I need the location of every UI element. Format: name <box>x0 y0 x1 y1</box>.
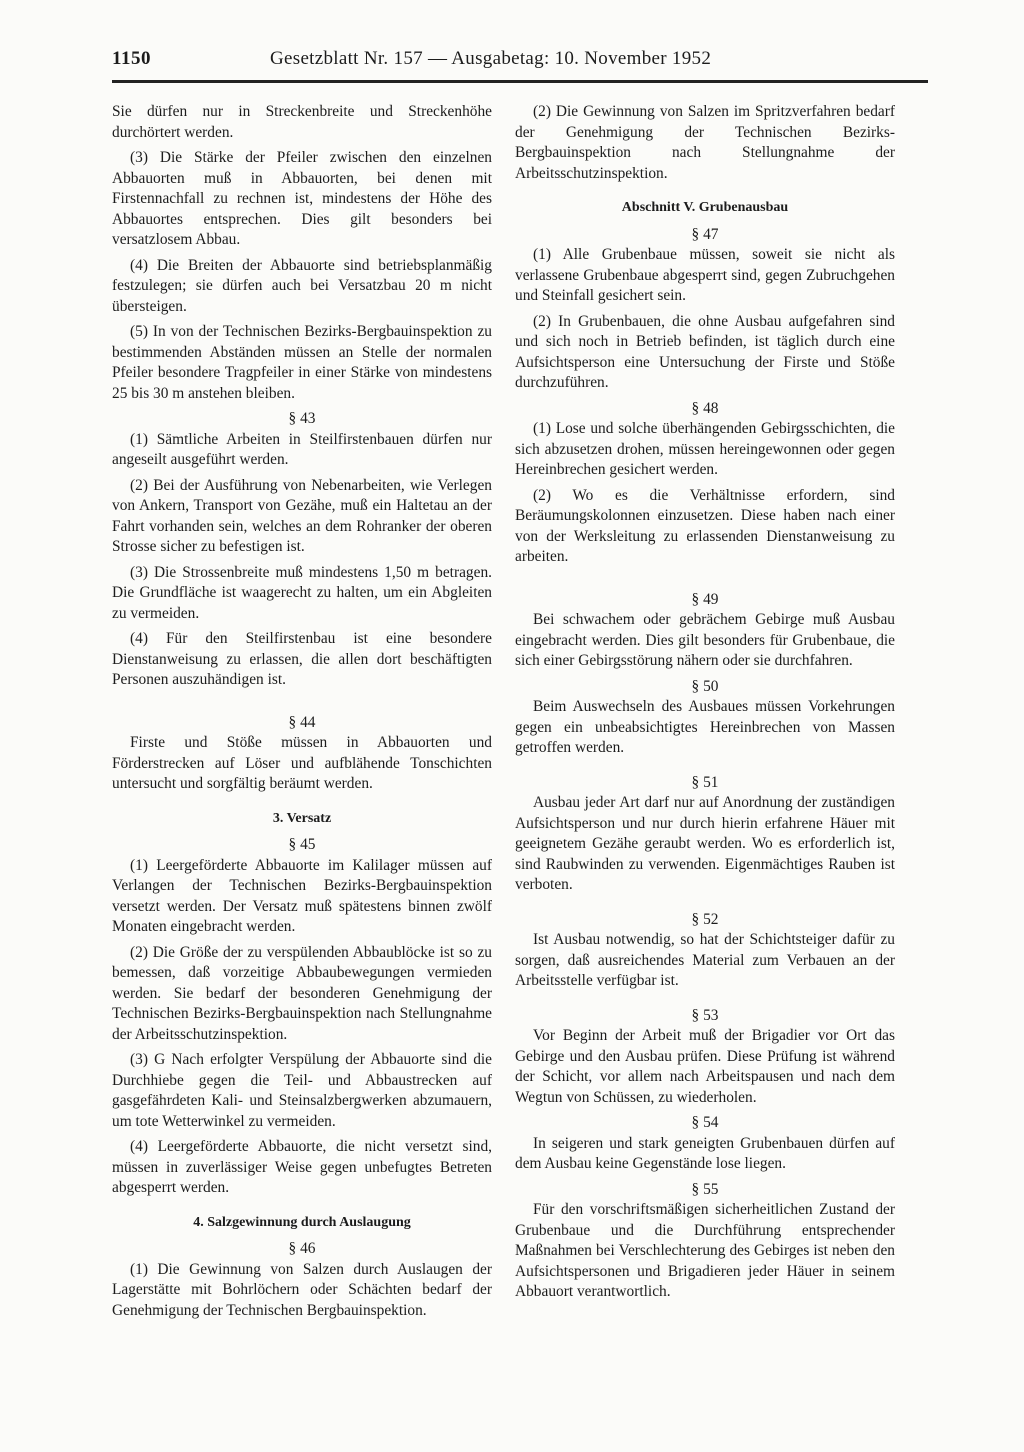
section-heading-45: § 45 <box>288 836 316 853</box>
paragraph: Sie dürfen nur in Streckenbreite und Streckenhöhe durchörtert werden. <box>112 103 492 141</box>
paragraph: (3) G Nach erfolgter Verspülung der Abbauorte sind die Durchhiebe gegen die Teil- und Abbaustrecken auf gasgefährdeten Kali- und Steinsalzbergwerken abzumauern, um tote Wetterwinkel zu vermeiden. <box>112 1051 492 1130</box>
section-heading-48: § 48 <box>691 399 719 417</box>
chapter-heading-grubenausbau: Abschnitt V. Grubenausbau <box>621 200 789 215</box>
running-title: Gesetzblatt Nr. 157 — Ausgabetag: 10. November 1952 <box>270 48 712 69</box>
paragraph: (1) Die Gewinnung von Salzen durch Auslaugen der Lagerstätte mit Bohrlöchern oder Schächten bedarf der Genehmigung der Technischen Bergbauinspektion. <box>112 1260 492 1319</box>
paragraph: (2) Die Größe der zu verspülenden Abbaublöcke ist so zu bemessen, daß vorzeitige Abbaubewegungen vermieden werden. Sie bedarf der besonderen Genehmigung der Technischen Bezirks-Bergbauinspektion nach Stellungnahme der Arbeitsschutzinspektion. <box>112 943 492 1043</box>
section-heading-55: § 55 <box>691 1180 719 1198</box>
paragraph: (1) Leergeförderte Abbauorte im Kalilager müssen auf Verlangen der Technischen Bezirks-Bergbauinspektion versetzt werden. Der Versatz muß spätestens binnen zwölf Monaten eingebracht werden. <box>112 856 492 935</box>
page-number: 1150 <box>112 48 151 69</box>
paragraph: (4) Leergeförderte Abbauorte, die nicht versetzt sind, müssen in zuverlässiger Weise gegen unbefugtes Betreten abgesperrt werden. <box>112 1138 492 1196</box>
paragraph: (1) Lose und solche überhängenden Gebirgsschichten, die sich abzusetzen drohen, müssen hereingewonnen oder gegen Hereinbrechen gesichert werden. <box>515 420 895 478</box>
right-column <box>515 102 895 1308</box>
paragraph: In seigeren und stark geneigten Grubenbauen dürfen auf dem Ausbau keine Gegenstände lose liegen. <box>515 1134 895 1172</box>
chapter-heading-versatz: 3. Versatz <box>272 810 332 826</box>
paragraph: Ausbau jeder Art darf nur auf Anordnung der zuständigen Aufsichtsperson und nur durch hierin erfahrene Häuer mit geeignetem Gezähe geraubt werden. Wo es erforderlich ist, sind Raubwinden zu verwenden. Eigenmächtiges Rauben ist verboten. <box>515 794 895 893</box>
section-heading-46: § 46 <box>288 1240 316 1257</box>
paragraph: (2) In Grubenbauen, die ohne Ausbau aufgefahren sind und sich noch in Betrieb befinden, ist täglich durch eine Aufsichtsperson eine Untersuchung der Firste und Stöße durchzuführen. <box>515 312 895 391</box>
section-heading-50: § 50 <box>691 677 719 695</box>
paragraph: (2) Wo es die Verhältnisse erfordern, sind Beräumungskolonnen einzusetzen. Diese haben nach einer von der Werksleitung zu erlassenden Dienstanweisung zu arbeiten. <box>515 486 895 565</box>
paragraph: Beim Auswechseln des Ausbaues müssen Vorkehrungen gegen ein unbeabsichtigtes Hereinbrechen von Massen getroffen werden. <box>515 698 895 756</box>
paragraph: Ist Ausbau notwendig, so hat der Schichtsteiger dafür zu sorgen, daß ausreichendes Material zum Verbauen an der Arbeitsstelle verfügbar ist. <box>515 931 895 989</box>
paragraph: Bei schwachem oder gebrächem Gebirge muß Ausbau eingebracht werden. Dies gilt besonders für Grubenbaue, die sich einer Gebirgsstörung nähern oder sie durchfahren. <box>515 611 895 669</box>
section-heading-53: § 53 <box>691 1006 719 1024</box>
paragraph: (3) Die Strossenbreite muß mindestens 1,50 m betragen. Die Grundfläche ist waagerecht zu halten, um ein Abgleiten zu vermeiden. <box>112 563 492 622</box>
left-column <box>112 102 492 1326</box>
page-header <box>112 48 928 83</box>
paragraph: (3) Die Stärke der Pfeiler zwischen den einzelnen Abbauorten muß in Abbauorten, bei denen mit Firstennachfall zu rechnen ist, mindestens der Höhe des Abbauortes entsprechen. Dies gilt besonders bei versatzlosem Abbau. <box>112 149 492 248</box>
paragraph: Für den vorschriftsmäßigen sicherheitlichen Zustand der Grubenbaue und die Durchführung entsprechender Maßnahmen bei Verschlechterung des Gebirges ist neben den Aufsichtspersonen und Brigadieren jeder Häuer in seinem Abbauort verantwortlich. <box>515 1201 895 1300</box>
section-heading-47: § 47 <box>691 225 719 243</box>
paragraph: Vor Beginn der Arbeit muß der Brigadier vor Ort das Gebirge und den Ausbau prüfen. Diese Prüfung ist während der Schicht, vor allem nach Arbeitspausen und nach dem Wegtun von Schüssen, zu wiederholen. <box>515 1027 895 1106</box>
section-heading-49: § 49 <box>691 590 719 608</box>
paragraph: (4) Für den Steilfirstenbau ist eine besondere Dienstanweisung zu erlassen, die allen dort beschäftigten Personen auszuhändigen ist. <box>112 630 492 688</box>
paragraph: (2) Bei der Ausführung von Nebenarbeiten, wie Verlegen von Ankern, Transport von Gezähe, muß ein Haltetau an der Fahrt vorhanden sein, welches an dem Rohranker der oberen Strosse sicher zu befestigen ist. <box>112 476 492 555</box>
section-heading-44: § 44 <box>288 713 316 731</box>
paragraph: (5) In von der Technischen Bezirks-Bergbauinspektion zu bestimmenden Abständen müssen an Stelle der normalen Pfeiler besondere Tragpfeiler in einer Stärke von mindestens 25 bis 30 m anstehen bleiben. <box>112 323 492 402</box>
paragraph: Firste und Stöße müssen in Abbauorten und Förderstrecken auf Löser und aufblähende Tonschichten untersucht und sorgfältig beräumt werden. <box>112 734 492 792</box>
paragraph: (4) Die Breiten der Abbauorte sind betriebsplanmäßig festzulegen; sie dürfen auch bei Versatzbau 20 m nicht übersteigen. <box>112 256 492 315</box>
paragraph: (1) Alle Grubenbaue müssen, soweit sie nicht als verlassene Grubenbaue abgesperrt sind, gegen Zubruchgehen und Steinfall gesichert sein. <box>515 246 895 304</box>
section-heading-52: § 52 <box>691 910 719 928</box>
paragraph: (1) Sämtliche Arbeiten in Steilfirstenbauen dürfen nur angeseilt ausgeführt werden. <box>112 430 492 468</box>
section-heading-54: § 54 <box>691 1114 719 1131</box>
paragraph: (2) Die Gewinnung von Salzen im Spritzverfahren bedarf der Genehmigung der Technischen Bezirks-Bergbauinspektion nach Stellungnahme der Arbeitsschutzinspektion. <box>515 103 895 182</box>
section-heading-51: § 51 <box>691 773 719 791</box>
chapter-heading-salzgewinnung: 4. Salzgewinnung durch Auslaugung <box>193 1214 411 1230</box>
section-heading-43: § 43 <box>288 410 316 427</box>
